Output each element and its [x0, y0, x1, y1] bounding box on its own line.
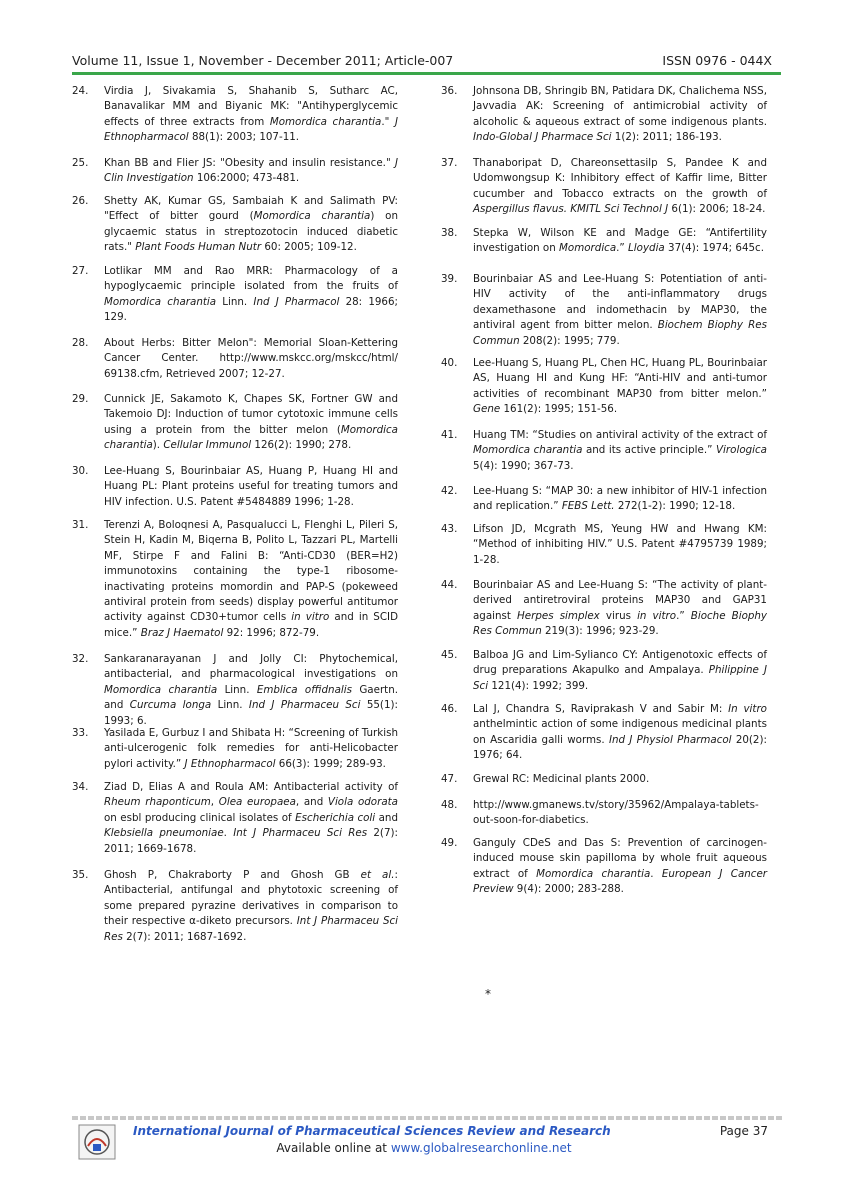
reference-text: Cunnick JE, Sakamoto K, Chapes SK, Fortner GW and Takemoio DJ: Induction of tumor cytotoxic immune cells using a protein from the bitter melon (Momordica charantia). Cellular Immunol 126(2): 1990; 278. [104, 393, 398, 452]
reference-item [72, 392, 398, 454]
journal-name: International Journal of Pharmaceutical Sciences Review and Research [133, 1124, 611, 1138]
reference-number: 37. [441, 157, 458, 169]
reference-number: 29. [72, 393, 89, 405]
reference-text: About Herbs: Bitter Melon": Memorial Sloan-Kettering Cancer Center. http://www.mskcc.org/mskcc/html/ 69138.cfm, Retrieved 2007; 12-27. [104, 337, 398, 380]
reference-item [441, 356, 767, 418]
reference-text: Grewal RC: Medicinal plants 2000. [473, 773, 650, 785]
reference-item [441, 522, 767, 568]
reference-text: Virdia J, Sivakamia S, Shahanib S, Sutharc AC, Banavalikar MM and Biyanic MK: "Antihyperglycemic effects of three extracts from Momordica charantia." J Ethnopharmacol 88(1): 2003; 107-11. [104, 85, 398, 144]
reference-text: Terenzi A, Boloqnesi A, Pasqualucci L, Flenghi L, Pileri S, Stein H, Kadin M, Biqerna B, Polito L, Tazzari PL, Martelli MF, Stirpe F and Falini B: “Anti-CD30 (BER=H2) immunotoxins containing the type-1 ribosome-inactivating proteins momordin and PAP-S (pokeweed antiviral protein from seeds) display powerful antitumor activity against CD30+tumor cells in vitro and in SCID mice.” Braz J Haematol 92: 1996; 872-79. [104, 519, 398, 639]
footer-divider [72, 1116, 784, 1120]
reference-item [72, 726, 398, 772]
reference-text: Lee-Huang S, Bourinbaiar AS, Huang P, Huang HI and Huang PL: Plant proteins useful for treating tumors and HIV infection. U.S. Patent #5484889 1996; 1-28. [104, 465, 398, 508]
reference-text: Bourinbaiar AS and Lee-Huang S: “The activity of plant-derived antiretroviral proteins MAP30 and GAP31 against Herpes simplex virus in vitro.” Bioche Biophy Res Commun 219(3): 1996; 923-29. [473, 579, 768, 638]
reference-number: 41. [441, 429, 458, 441]
reference-text: Ghosh P, Chakraborty P and Ghosh GB et al.: Antibacterial, antifungal and phytotoxic screening of some prepared pyrazine derivatives in comparison to their respective α-diketo precursors. Int J Pharmaceu Sci Res 2(7): 2011; 1687-1692. [104, 869, 399, 943]
reference-number: 24. [72, 85, 89, 97]
reference-text: Bourinbaiar AS and Lee-Huang S: Potentiation of anti-HIV activity of the anti-inflammatory drugs dexamethasone and indomethacin by MAP30, the antiviral agent from bitter melon. Biochem Biophy Res Commun 208(2): 1995; 779. [473, 273, 767, 347]
header-divider [72, 72, 781, 75]
reference-text: Sankaranarayanan J and Jolly CI: Phytochemical, antibacterial, and pharmacological investigations on Momordica charantia Linn. Emblica offidnalis Gaertn. and Curcuma longa Linn. Ind J Pharmaceu Sci 55(1): 1993; 6. [104, 653, 399, 727]
reference-item [441, 156, 767, 218]
reference-number: 34. [72, 781, 89, 793]
reference-item [72, 264, 398, 326]
reference-number: 39. [441, 273, 458, 285]
reference-text: Lee-Huang S: “MAP 30: a new inhibitor of HIV-1 infection and replication.” FEBS Lett. 272(1-2): 1990; 12-18. [473, 485, 767, 513]
reference-text: Shetty AK, Kumar GS, Sambaiah K and Salimath PV: "Effect of bitter gourd (Momordica charantia) on glycaemic status in streptozotocin induced diabetic rats." Plant Foods Human Nutr 60: 2005; 109-12. [104, 195, 398, 254]
end-marker: * [485, 987, 491, 1001]
reference-number: 40. [441, 357, 458, 369]
reference-text: Lal J, Chandra S, Raviprakash V and Sabir M: In vitro anthelmintic action of some indigenous medicinal plants on Ascaridia galli worms. Ind J Physiol Pharmacol 20(2): 1976; 64. [473, 703, 767, 762]
reference-item [72, 868, 398, 945]
reference-number: 38. [441, 227, 458, 239]
reference-text: Lifson JD, Mcgrath MS, Yeung HW and Hwang KM: “Method of inhibiting HIV.” U.S. Patent #4795739 1989; 1-28. [473, 523, 767, 566]
reference-number: 36. [441, 85, 458, 97]
reference-item [441, 578, 767, 640]
reference-item [72, 780, 398, 857]
reference-item [72, 194, 398, 256]
reference-text: Yasilada E, Gurbuz I and Shibata H: “Screening of Turkish anti-ulcerogenic folk remedies for anti-Helicobacter pylori activity.” J Ethnopharmacol 66(3): 1999; 289-93. [104, 727, 398, 770]
reference-text: Ziad D, Elias A and Roula AM: Antibacterial activity of Rheum rhaponticum, Olea europaea, and Viola odorata on esbl producing clinical isolates of Escherichia coli and Klebsiella pneumoniae. Int J Pharmaceu Sci Res 2(7): 2011; 1669-1678. [104, 781, 398, 855]
reference-number: 42. [441, 485, 458, 497]
reference-text: Stepka W, Wilson KE and Madge GE: “Antifertility investigation on Momordica.” Lloydia 37(4): 1974; 645c. [473, 227, 767, 255]
reference-item [441, 428, 767, 474]
reference-item [441, 226, 767, 257]
reference-text: Khan BB and Flier JS: "Obesity and insulin resistance." J Clin Investigation 106:2000; 473-481. [104, 157, 398, 185]
issn-label: ISSN 0976 - 044X [662, 53, 772, 68]
website-link[interactable]: www.globalresearchonline.net [390, 1141, 572, 1155]
page-number: Page 37 [719, 1124, 768, 1138]
reference-text: Ganguly CDeS and Das S: Prevention of carcinogen-induced mouse skin papilloma by whole fruit aqueous extract of Momordica charantia. European J Cancer Preview 9(4): 2000; 283-288. [473, 837, 768, 896]
reference-number: 27. [72, 265, 89, 277]
reference-item [441, 272, 767, 349]
availability-prefix: Available online at [276, 1141, 391, 1155]
reference-item [441, 484, 767, 515]
reference-item [441, 84, 767, 146]
reference-number: 35. [72, 869, 89, 881]
page-header [72, 53, 772, 71]
reference-item [72, 336, 398, 382]
reference-number: 32. [72, 653, 89, 665]
reference-number: 44. [441, 579, 458, 591]
reference-item [441, 772, 767, 787]
reference-text: Huang TM: “Studies on antiviral activity of the extract of Momordica charantia and its active principle.” Virologica 5(4): 1990; 367-73. [473, 429, 767, 472]
reference-text: http://www.gmanews.tv/story/35962/Ampalaya-tablets-out-soon-for-diabetics. [473, 799, 759, 827]
reference-item [72, 84, 398, 146]
reference-text: Johnsona DB, Shringib BN, Patidara DK, Chalichema NSS, Javvadia AK: Screening of antimicrobial activity of alcoholic & aqueous extract of some indigenous plants. Indo-Global J Pharmace Sci 1(2): 2011; 186-193. [473, 85, 767, 144]
reference-text: Balboa JG and Lim-Sylianco CY: Antigenotoxic effects of drug preparations Akapulko and Ampalaya. Philippine J Sci 121(4): 1992; 399. [473, 649, 767, 692]
availability-line [0, 1141, 848, 1155]
reference-text: Lee-Huang S, Huang PL, Chen HC, Huang PL, Bourinbaiar AS, Huang HI and Kung HF: “Anti-HIV and anti-tumor activities of recombinant MAP30 from bitter melon.” Gene 161(2): 1995; 151-56. [473, 357, 767, 416]
reference-number: 45. [441, 649, 458, 661]
reference-item [441, 798, 767, 829]
volume-issue-label: Volume 11, Issue 1, November - December 2011; Article-007 [72, 53, 454, 68]
reference-number: 46. [441, 703, 458, 715]
reference-number: 26. [72, 195, 89, 207]
reference-number: 49. [441, 837, 458, 849]
reference-number: 47. [441, 773, 458, 785]
reference-number: 33. [72, 727, 89, 739]
reference-item [72, 464, 398, 510]
reference-item [72, 652, 398, 729]
reference-number: 25. [72, 157, 89, 169]
reference-text: Lotlikar MM and Rao MRR: Pharmacology of a hypoglycaemic principle isolated from the fruits of Momordica charantia Linn. Ind J Pharmacol 28: 1966; 129. [104, 265, 399, 324]
reference-text: Thanaboripat D, Chareonsettasilp S, Pandee K and Udomwongsup K: Inhibitory effect of Kaffir lime, Bitter cucumber and Tobacco extracts on the growth of Aspergillus flavus. KMITL Sci Technol J 6(1): 2006; 18-24. [473, 157, 767, 216]
reference-item [72, 156, 398, 187]
reference-item [441, 702, 767, 764]
reference-number: 30. [72, 465, 89, 477]
reference-item [441, 836, 767, 898]
reference-number: 31. [72, 519, 89, 531]
reference-number: 28. [72, 337, 89, 349]
reference-item [441, 648, 767, 694]
reference-number: 48. [441, 799, 458, 811]
reference-item [72, 518, 398, 641]
reference-number: 43. [441, 523, 458, 535]
